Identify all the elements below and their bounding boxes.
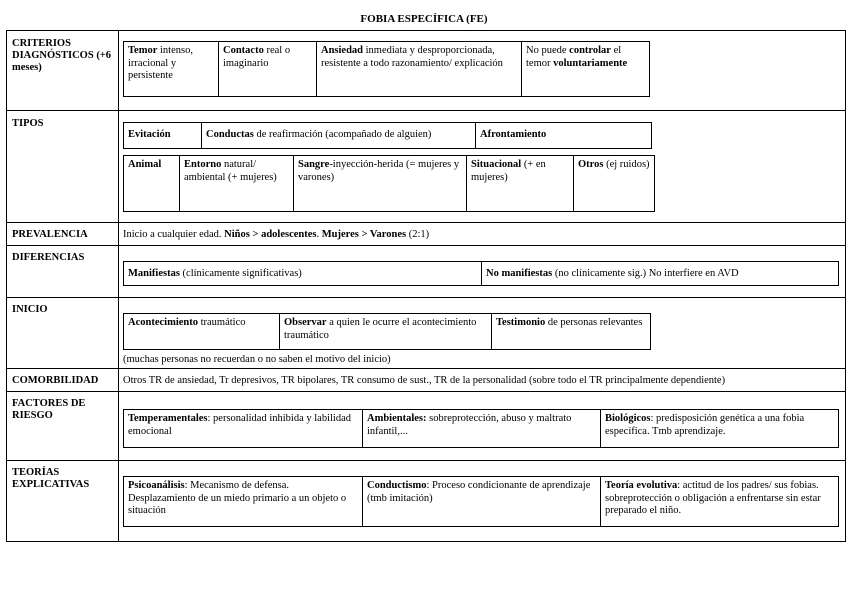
inicio-box (123, 313, 651, 350)
criterio-contacto: Contacto real o imaginario (218, 42, 316, 96)
teoria-psicoanalisis: Psicoanálisis: Mecanismo de defensa. Desplazamiento de un miedo primario a un objeto o situación (128, 480, 347, 517)
factor-ambientales: Ambientales: sobreprotección, abuso y maltrato infantil,... (362, 410, 600, 447)
tipo-animal: Animal (128, 159, 162, 170)
label-factores: FACTORES DE RIESGO (12, 398, 86, 422)
inicio-note: (muchas personas no recuerdan o no saben el motivo del inicio) (123, 354, 391, 365)
row-tipos (7, 110, 845, 223)
factor-temperamentales: Temperamentales: personalidad inhibida y labilidad emocional (128, 413, 351, 437)
row-inicio (7, 297, 845, 369)
tipo-conductas: Conductas de reafirmación (acompañado de alguien) (201, 123, 475, 148)
label-inicio: INICIO (12, 304, 48, 315)
diferencia-no-manifiestas: No manifiestas (no clínicamente sig.) No interfiere en AVD (481, 262, 838, 285)
tipo-sangre: Sangre-inyección-herida (= mujeres y varones) (293, 156, 466, 211)
prevalencia-text: Inicio a cualquier edad. Niños > adolescentes. Mujeres > Varones (2:1) (123, 229, 430, 240)
diferencias-box (123, 261, 839, 286)
teorias-box (123, 476, 839, 527)
label-prevalencia: PREVALENCIA (12, 229, 88, 240)
row-comorbilidad (7, 368, 845, 392)
criterio-control: No puede controlar el temor voluntariamente (521, 42, 649, 96)
teoria-conductismo: Conductismo: Proceso condicionante de aprendizaje (tmb imitación) (362, 477, 600, 526)
teoria-evolutiva: Teoría evolutiva: actitud de los padres/ sus fobias. sobreprotección o obligación a enfrentarse sin estar preparado el niño. (600, 477, 838, 526)
factor-biologicos: Biológicos: predisposición genética a una fobia específica. Tmb aprendizaje. (600, 410, 838, 447)
comorbilidad-text: Otros TR de ansiedad, Tr depresivos, TR bipolares, TR consumo de sust., TR de la personalidad (sobre todo el TR principalmente dependiente) (123, 375, 726, 386)
document-title: FOBIA ESPECÍFICA (FE) (360, 13, 488, 25)
row-criterios (7, 31, 845, 110)
tipo-situacional: Situacional (+ en mujeres) (466, 156, 573, 211)
tipo-otros: Otros (ej ruidos) (573, 156, 654, 211)
factores-box (123, 409, 839, 448)
row-factores (7, 391, 845, 461)
label-diferencias: DIFERENCIAS (12, 252, 85, 263)
diferencia-manifiestas: Manifiestas (clínicamente significativas) (128, 268, 302, 279)
label-criterios: CRITERIOS DIAGNÓSTICOS (+6 meses) (12, 38, 112, 74)
label-comorbilidad: COMORBILIDAD (12, 375, 99, 386)
row-diferencias (7, 245, 845, 298)
label-teorias: TEORÍAS EXPLICATIVAS (12, 467, 90, 491)
row-prevalencia (7, 222, 845, 246)
inicio-testimonio: Testimonio de personas relevantes (491, 314, 650, 349)
tipo-entorno: Entorno natural/ ambiental (+ mujeres) (179, 156, 293, 211)
row-teorias (7, 460, 845, 542)
inicio-acontecimiento: Acontecimiento traumático (128, 317, 246, 328)
criterio-ansiedad: Ansiedad inmediata y desproporcionada, resistente a todo razonamiento/ explicación (316, 42, 521, 96)
criterios-box (123, 41, 650, 97)
criteria-table (6, 30, 846, 542)
tipos-group-2 (123, 155, 655, 212)
tipos-group-1 (123, 122, 652, 149)
tipo-evitacion: Evitación (128, 129, 171, 140)
inicio-observar: Observar a quien le ocurre el acontecimiento traumático (279, 314, 491, 349)
label-tipos: TIPOS (12, 118, 44, 129)
tipo-afrontamiento: Afrontamiento (475, 123, 651, 148)
criterio-temor: Temor intenso, irracional y persistente (128, 45, 193, 82)
